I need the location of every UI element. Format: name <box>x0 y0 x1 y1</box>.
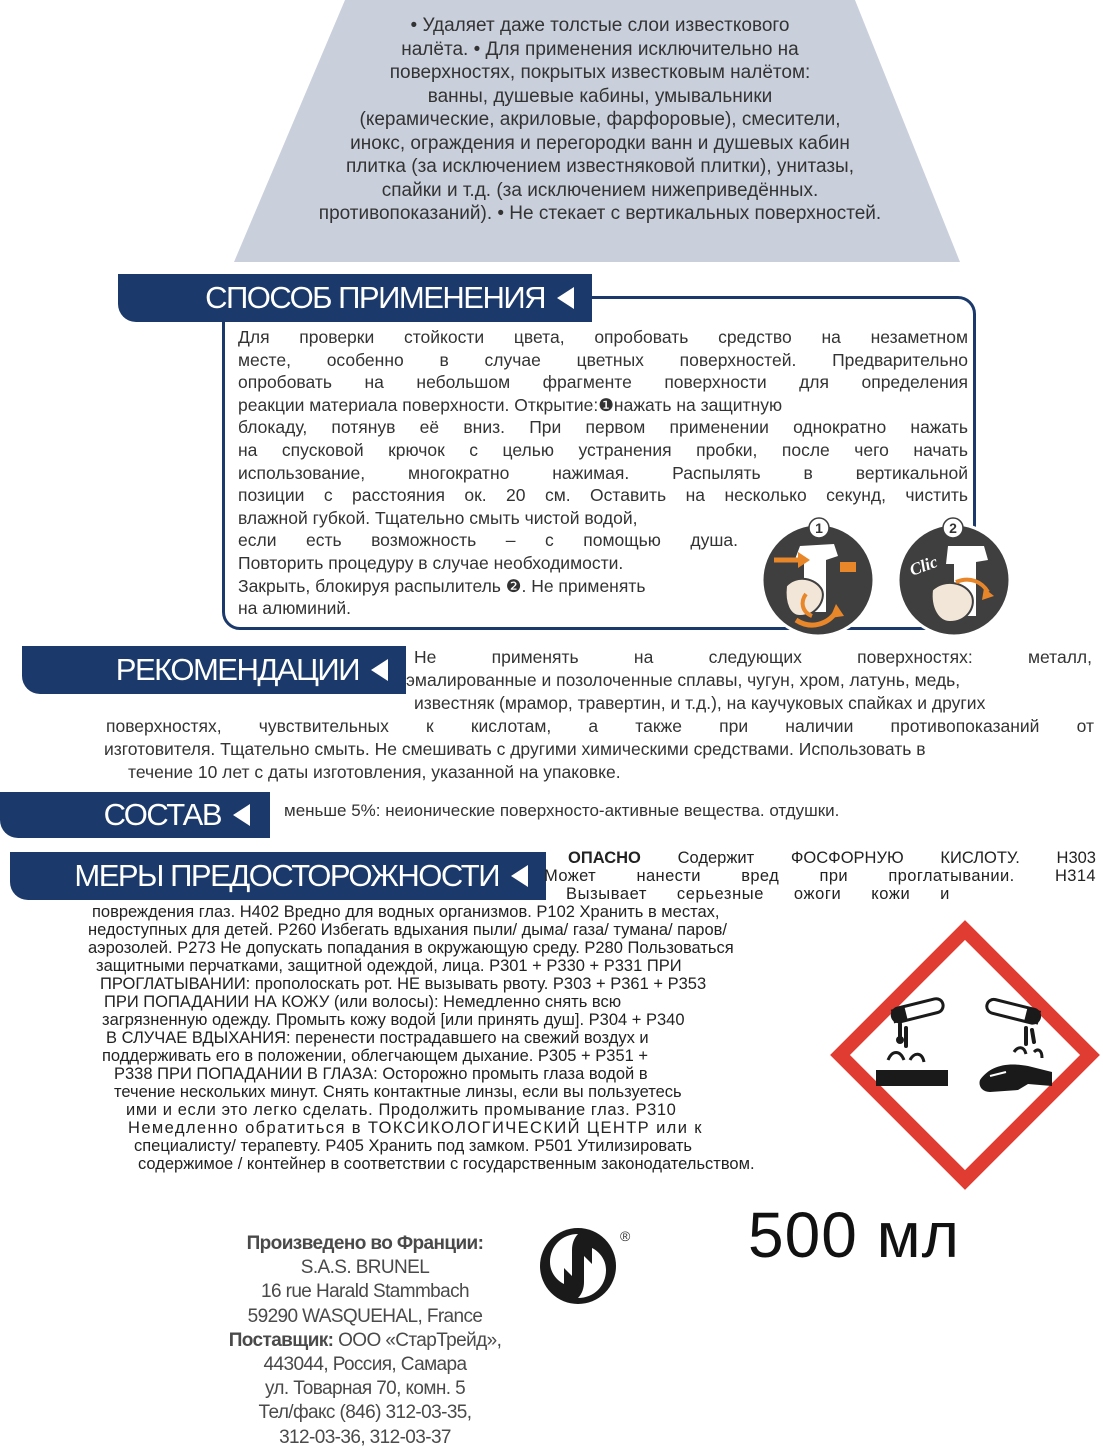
step1-badge-icon <box>808 517 830 539</box>
precautions-line: загрязненную одежду. Промыть кожу водой [или принять душ]. P304 + P340 <box>102 1011 685 1029</box>
step1-number: 1 <box>815 520 823 536</box>
recommendations-line: течение 10 лет с даты изготовления, указанной на упаковке. <box>128 762 621 782</box>
usage-line: позиции с расстояния ок. 20 см. Оставить на несколько секунд, чистить <box>238 485 968 506</box>
recommendations-line: эмалированные и позолоченные сплавы, чугун, хром, латунь, медь, <box>406 670 961 690</box>
registered-mark: ® <box>620 1228 631 1244</box>
usage-line: влажной губкой. Тщательно смыть чистой водой, <box>238 507 638 528</box>
usage-line: реакции материала поверхности. Открытие:❶нажать на защитную <box>238 394 783 415</box>
precautions-line: поддерживать его в положении, облегчающем дыхание. P305 + P351 + <box>102 1047 649 1065</box>
recommendations-heading-text: РЕКОМЕНДАЦИИ <box>115 652 359 687</box>
signal-word: ОПАСНО <box>568 849 641 867</box>
description-line: плитка (за исключением известняковой плитки), унитазы, <box>346 156 854 177</box>
green-dot-recycle-icon <box>536 1224 620 1308</box>
manufacturer-info <box>200 1232 530 1450</box>
usage-line: на алюминий. <box>238 598 352 619</box>
precautions-line: Вызывает серьезные ожоги кожи и <box>566 885 950 903</box>
recommendations-line: поверхностях, чувствительных к кислотам, а также при наличии противопоказаний от <box>106 716 1094 736</box>
precautions-heading-text: МЕРЫ ПРЕДОСТОРОЖНОСТИ <box>74 858 499 893</box>
supplier-name: ООО «СтарТрейд», <box>333 1329 502 1351</box>
precautions-line: повреждения глаз. H402 Вредно для водных организмов. P102 Хранить в местах, <box>92 903 720 921</box>
supplier-label: Поставщик: <box>228 1329 334 1351</box>
usage-line: использование, многократно нажимая. Распылять в вертикальной <box>238 462 968 483</box>
usage-heading-text: СПОСОБ ПРИМЕНЕНИЯ <box>205 280 545 315</box>
precautions-line: В СЛУЧАЕ ВДЫХАНИЯ: перенести пострадавшего на свежий воздух и <box>106 1029 649 1047</box>
precautions-line: аэрозолей. P273 Не допускать попадания в окружающую среду. P280 Пользоваться <box>88 939 734 957</box>
step2-number: 2 <box>949 520 957 536</box>
corrosive-hazard-icon <box>830 920 1100 1190</box>
clic-label: Clic <box>906 552 941 580</box>
usage-heading <box>118 274 592 322</box>
recommendations-line: Не применять на следующих поверхностях: металл, <box>414 647 1092 667</box>
precautions-line: ПРИ ПОПАДАНИИ НА КОЖУ (или волосы): Немедленно снять всю <box>104 993 622 1011</box>
description-line: поверхностях, покрытых известковым налётом: <box>389 62 811 83</box>
precautions-line: Немедленно обратиться в ТОКСИКОЛОГИЧЕСКИЙ ЦЕНТР или к <box>128 1119 703 1137</box>
supplier-phone: 312-03-36, 312-03-37 <box>279 1426 451 1448</box>
composition-heading <box>0 792 270 838</box>
product-volume: 500 мл <box>748 1199 960 1271</box>
supplier-phone: Тел/факс (846) 312-03-35, <box>258 1402 472 1424</box>
company-street: 16 rue Harald Stammbach <box>261 1281 469 1303</box>
precautions-line: защитными перчатками, защитной одеждой, лица. P301 + P330 + P331 ПРИ <box>96 957 682 975</box>
usage-line: если есть возможность – с помощью душа. <box>238 530 738 551</box>
precautions-line: течение нескольких минут. Снять контактные линзы, если вы пользуетесь <box>114 1083 682 1101</box>
usage-line: Закрыть, блокируя распылитель ❷. Не применять <box>238 575 646 596</box>
composition-text: меньше 5%: неионические поверхносто-активные вещества. отдушки. <box>284 801 840 820</box>
description-line: инокс, ограждения и перегородки ванн и душевых кабин <box>350 132 850 154</box>
precautions-line: ПРОГЛАТЫВАНИИ: прополоскать рот. НЕ вызывать рвоту. P303 + P361 + P353 <box>100 975 707 993</box>
precautions-line: P338 ПРИ ПОПАДАНИИ В ГЛАЗА: Осторожно промыть глаза водой в <box>114 1065 648 1083</box>
precautions-heading <box>10 852 546 900</box>
precautions-line-rest: Содержит ФОСФОРНУЮ КИСЛОТУ. H303 <box>640 849 1096 867</box>
usage-line: опробовать на небольшом фрагменте поверхности для определения <box>238 372 968 393</box>
precautions-line: специалисту/ терапевту. P405 Хранить под замком. P501 Утилизировать <box>134 1137 692 1155</box>
triangle-left-icon <box>511 865 528 887</box>
usage-line: месте, особенно в случае цветных поверхностей. Предварительно <box>238 349 968 370</box>
description-line: (керамические, акриловые, фарфоровые), смесители, <box>359 109 841 130</box>
triangle-left-icon <box>233 804 250 826</box>
description-line: спайки и т.д. (за исключением нижеприведённых. <box>381 179 819 201</box>
description-line: ванны, душевые кабины, умывальники <box>427 85 773 107</box>
triangle-left-icon <box>371 659 388 681</box>
recommendations-line: изготовителя. Тщательно смыть. Не смешивать с другими химическими средствами. Использовать в <box>104 739 926 759</box>
precautions-line: содержимое / контейнер в соответствии с государственным законодательством. <box>138 1155 755 1173</box>
usage-line: блокаду, потянув её вниз. При первом применении однократно нажать <box>238 417 968 438</box>
company-city: 59290 WASQUEHAL, France <box>247 1305 483 1327</box>
precautions-line: Может нанести вред при проглатывании. H314 <box>544 867 1096 885</box>
precautions-line <box>568 850 1096 868</box>
company-name: S.A.S. BRUNEL <box>300 1257 430 1279</box>
triangle-left-icon <box>557 287 574 309</box>
description-line: противопоказаний). • Не стекает с вертикальных поверхностей. <box>318 203 882 224</box>
description-line: • Удаляет даже толстые слои известкового <box>410 15 790 36</box>
supplier-street: ул. Товарная 70, комн. 5 <box>264 1378 466 1400</box>
composition-heading-text: СОСТАВ <box>103 797 221 832</box>
step2-badge-icon <box>942 517 964 539</box>
description-line: налёта. • Для применения исключительно на <box>401 38 799 60</box>
made-in-label: Произведено во Франции: <box>246 1233 484 1254</box>
precautions-line: недоступных для детей. P260 Избегать вдыхания пыли/ дыма/ газа/ тумана/ паров/ <box>88 921 727 939</box>
precautions-line: ими и если это легко сделать. Продолжить промывание глаз. P310 <box>126 1101 677 1119</box>
usage-line: Для проверки стойкости цвета, опробовать средство на незаметном <box>238 327 968 347</box>
usage-line: Повторить процедуру в случае необходимости. <box>238 552 624 573</box>
usage-line: на спусковой крючок с целью устранения пробки, после чего начать <box>238 439 968 460</box>
supplier-city: 443044, Россия, Самара <box>263 1354 467 1376</box>
recommendations-heading <box>22 646 406 694</box>
recommendations-line: известняк (мрамор, травертин, и т.д.), на каучуковых спайках и других <box>414 693 986 713</box>
product-description <box>270 14 930 226</box>
